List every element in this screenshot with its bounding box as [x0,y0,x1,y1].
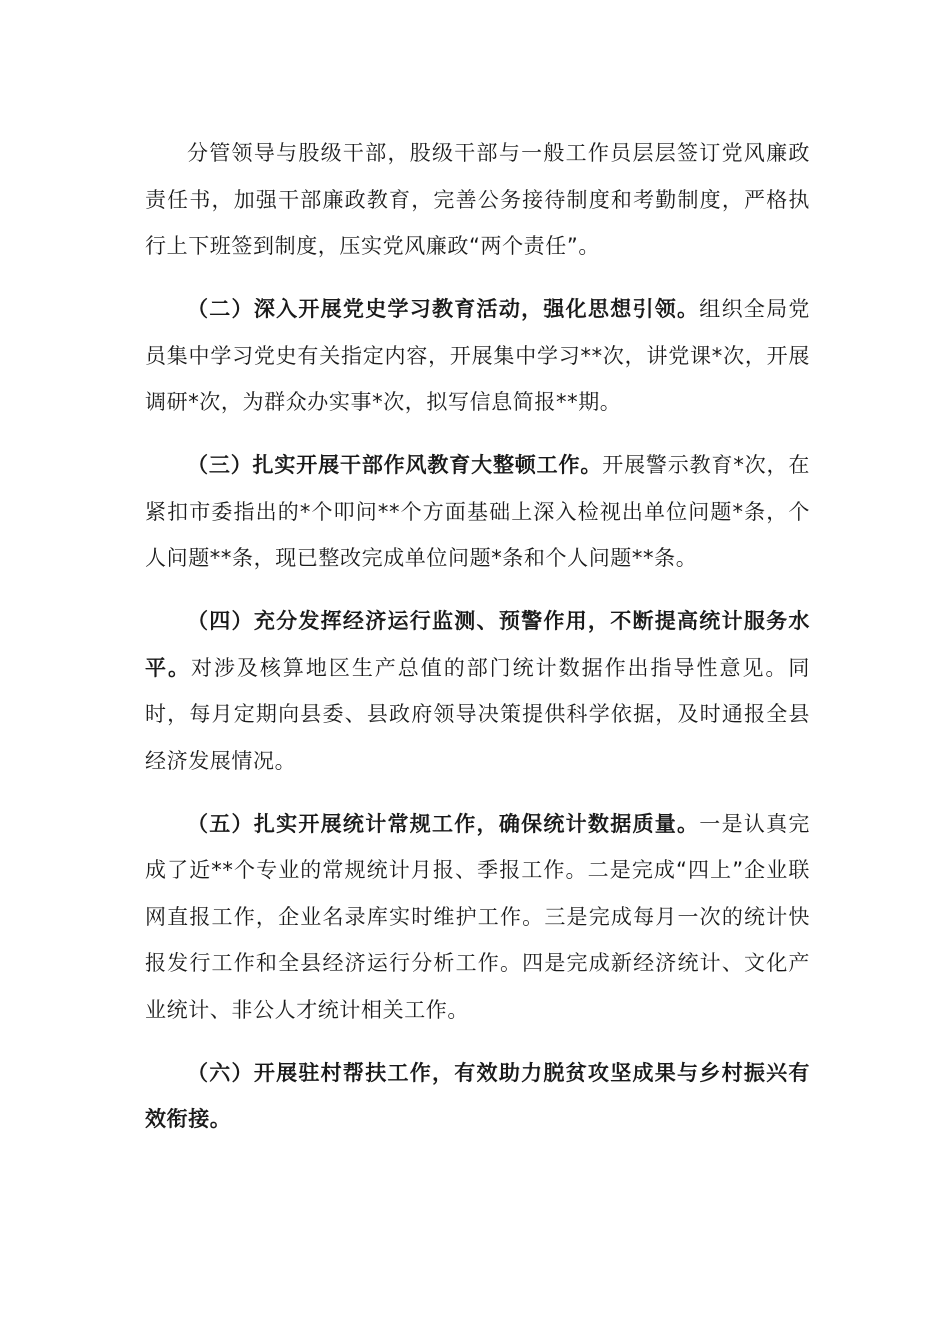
paragraph-party-conduct-responsibility [145,130,810,270]
paragraph-text: 一是认真完成了近**个专业的常规统计月报、季报工作。二是完成“四上”企业联网直报工作，企业名录库实时维护工作。三是完成每月一次的统计快报发行工作和全县经济运行分析工作。四是完成新经济统计、文化产业统计、非公人才统计相关工作。 [145,811,810,1022]
paragraph-text: 对涉及核算地区生产总值的部门统计数据作出指导性意见。同时，每月定期向县委、县政府领导决策提供科学依据，及时通报全县经济发展情况。 [145,655,811,773]
paragraph-cadre-style-rectification [145,442,810,582]
document-body [145,130,810,1159]
paragraph-heading: （五）扎实开展统计常规工作，确保统计数据质量。 [187,811,700,836]
paragraph-text: 组织全局党员集中学习党史有关指定内容，开展集中学习**次，讲党课*次，开展调研*次，为群众办实事*次，拟写信息简报**期。 [145,297,810,414]
paragraph-economic-monitoring [145,598,810,784]
paragraph-party-history-education [145,286,810,426]
paragraph-heading: （六）开展驻村帮扶工作，有效助力脱贫攻坚成果与乡村振兴有效衔接。 [145,1060,810,1131]
paragraph-text: 开展警示教育*次，在紧扣市委指出的*个叩问**个方面基础上深入检视出单位问题*条，个人问题**条，现已整改完成单位问题*条和个人问题**条。 [145,453,810,570]
paragraph-heading: （三）扎实开展干部作风教育大整顿工作。 [187,453,603,477]
paragraph-village-assistance [145,1050,810,1143]
paragraph-statistics-routine-work [145,801,810,1034]
paragraph-heading: （二）深入开展党史学习教育活动，强化思想引领。 [187,297,700,321]
paragraph-heading: （四）充分发挥经济运行监测、预警作用，不断提高统计服务水平。 [145,609,810,680]
paragraph-text: 分管领导与股级干部，股级干部与一般工作员层层签订党风廉政责任书，加强干部廉政教育，完善公务接待制度和考勤制度，严格执行上下班签到制度，压实党风廉政“两个责任”。 [145,141,810,258]
